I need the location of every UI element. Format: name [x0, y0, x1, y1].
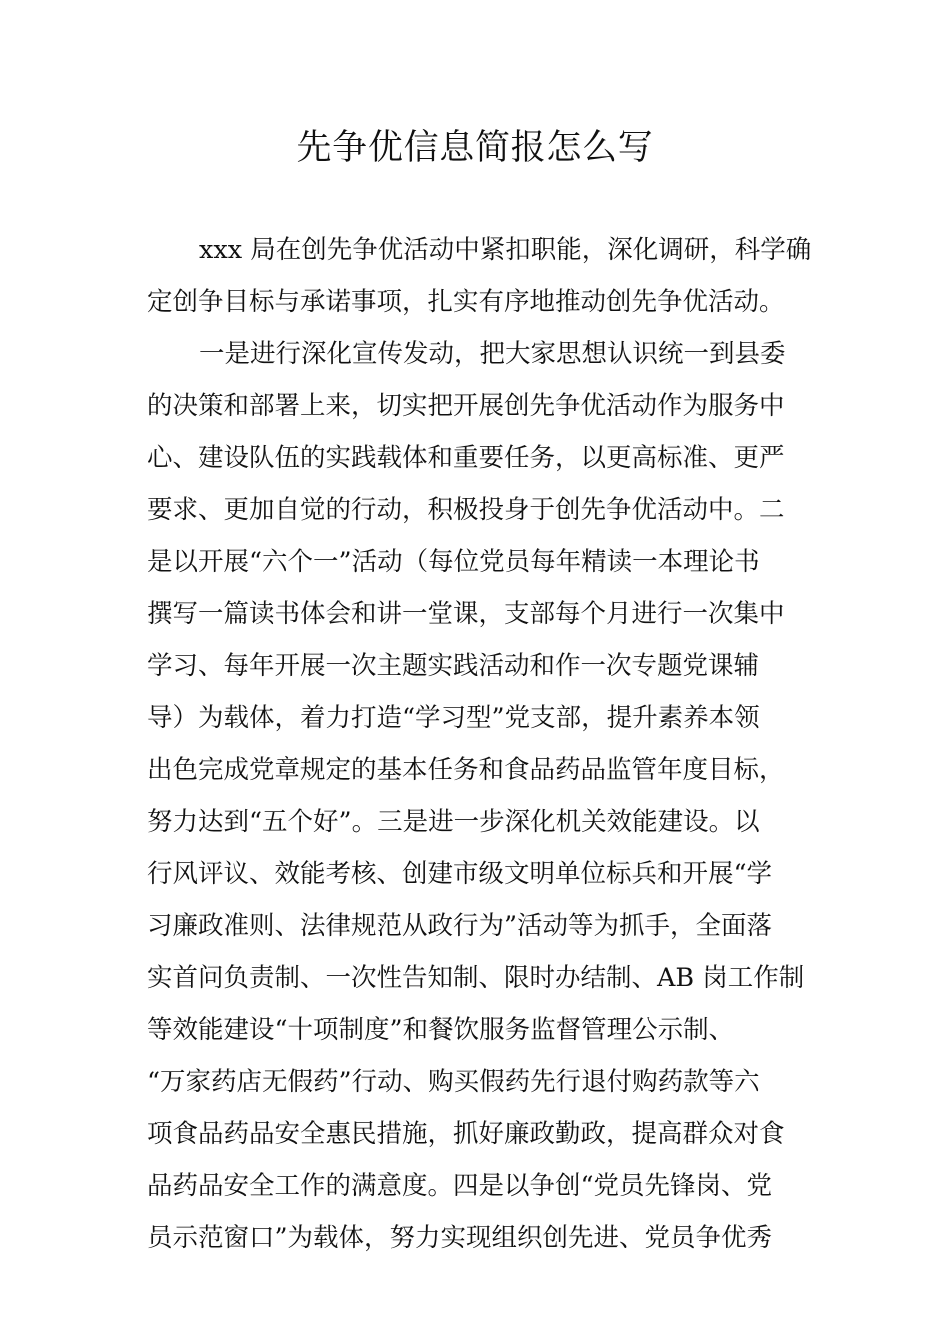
text-line: xxx 局在创先争优活动中紧扣职能，深化调研，科学确: [199, 235, 812, 265]
text-line: 一是进行深化宣传发动，把大家思想认识统一到县委: [199, 339, 786, 369]
text-line: 导）为载体，着力打造“学习型”党支部，提升素养本领: [147, 703, 760, 733]
text-line: “万家药店无假药”行动、购买假药先行退付购药款等六: [147, 1067, 760, 1097]
text-line: 是以开展“六个一”活动（每位党员每年精读一本理论书: [147, 547, 760, 577]
text-line: 品药品安全工作的满意度。四是以争创“党员先锋岗、党: [147, 1171, 773, 1201]
text-line: 习廉政准则、法律规范从政行为”活动等为抓手，全面落: [147, 911, 773, 941]
text-line: 行风评议、效能考核、创建市级文明单位标兵和开展“学: [147, 859, 773, 889]
text-line: 定创争目标与承诺事项，扎实有序地推动创先争优活动。: [147, 287, 785, 317]
text-line: 的决策和部署上来，切实把开展创先争优活动作为服务中: [147, 391, 785, 421]
text-line: 出色完成党章规定的基本任务和食品药品监管年度目标，: [147, 755, 785, 785]
text-line: 努力达到“五个好”。三是进一步深化机关效能建设。以: [147, 807, 760, 837]
document-title: 先争优信息简报怎么写: [296, 128, 654, 168]
text-line: 撰写一篇读书体会和讲一堂课，支部每个月进行一次集中: [147, 599, 785, 629]
text-line: 学习、每年开展一次主题实践活动和作一次专题党课辅: [147, 651, 760, 681]
text-line: 项食品药品安全惠民措施，抓好廉政勤政，提高群众对食: [147, 1119, 785, 1149]
text-line: 实首问负责制、一次性告知制、限时办结制、AB 岗工作制: [147, 963, 805, 993]
text-line: 要求、更加自觉的行动，积极投身于创先争优活动中。二: [147, 495, 785, 525]
text-line: 等效能建设“十项制度”和餐饮服务监督管理公示制、: [147, 1015, 735, 1045]
text-line: 员示范窗口”为载体，努力实现组织创先进、党员争优秀: [147, 1223, 773, 1253]
text-line: 心、建设队伍的实践载体和重要任务，以更高标准、更严: [147, 443, 785, 473]
